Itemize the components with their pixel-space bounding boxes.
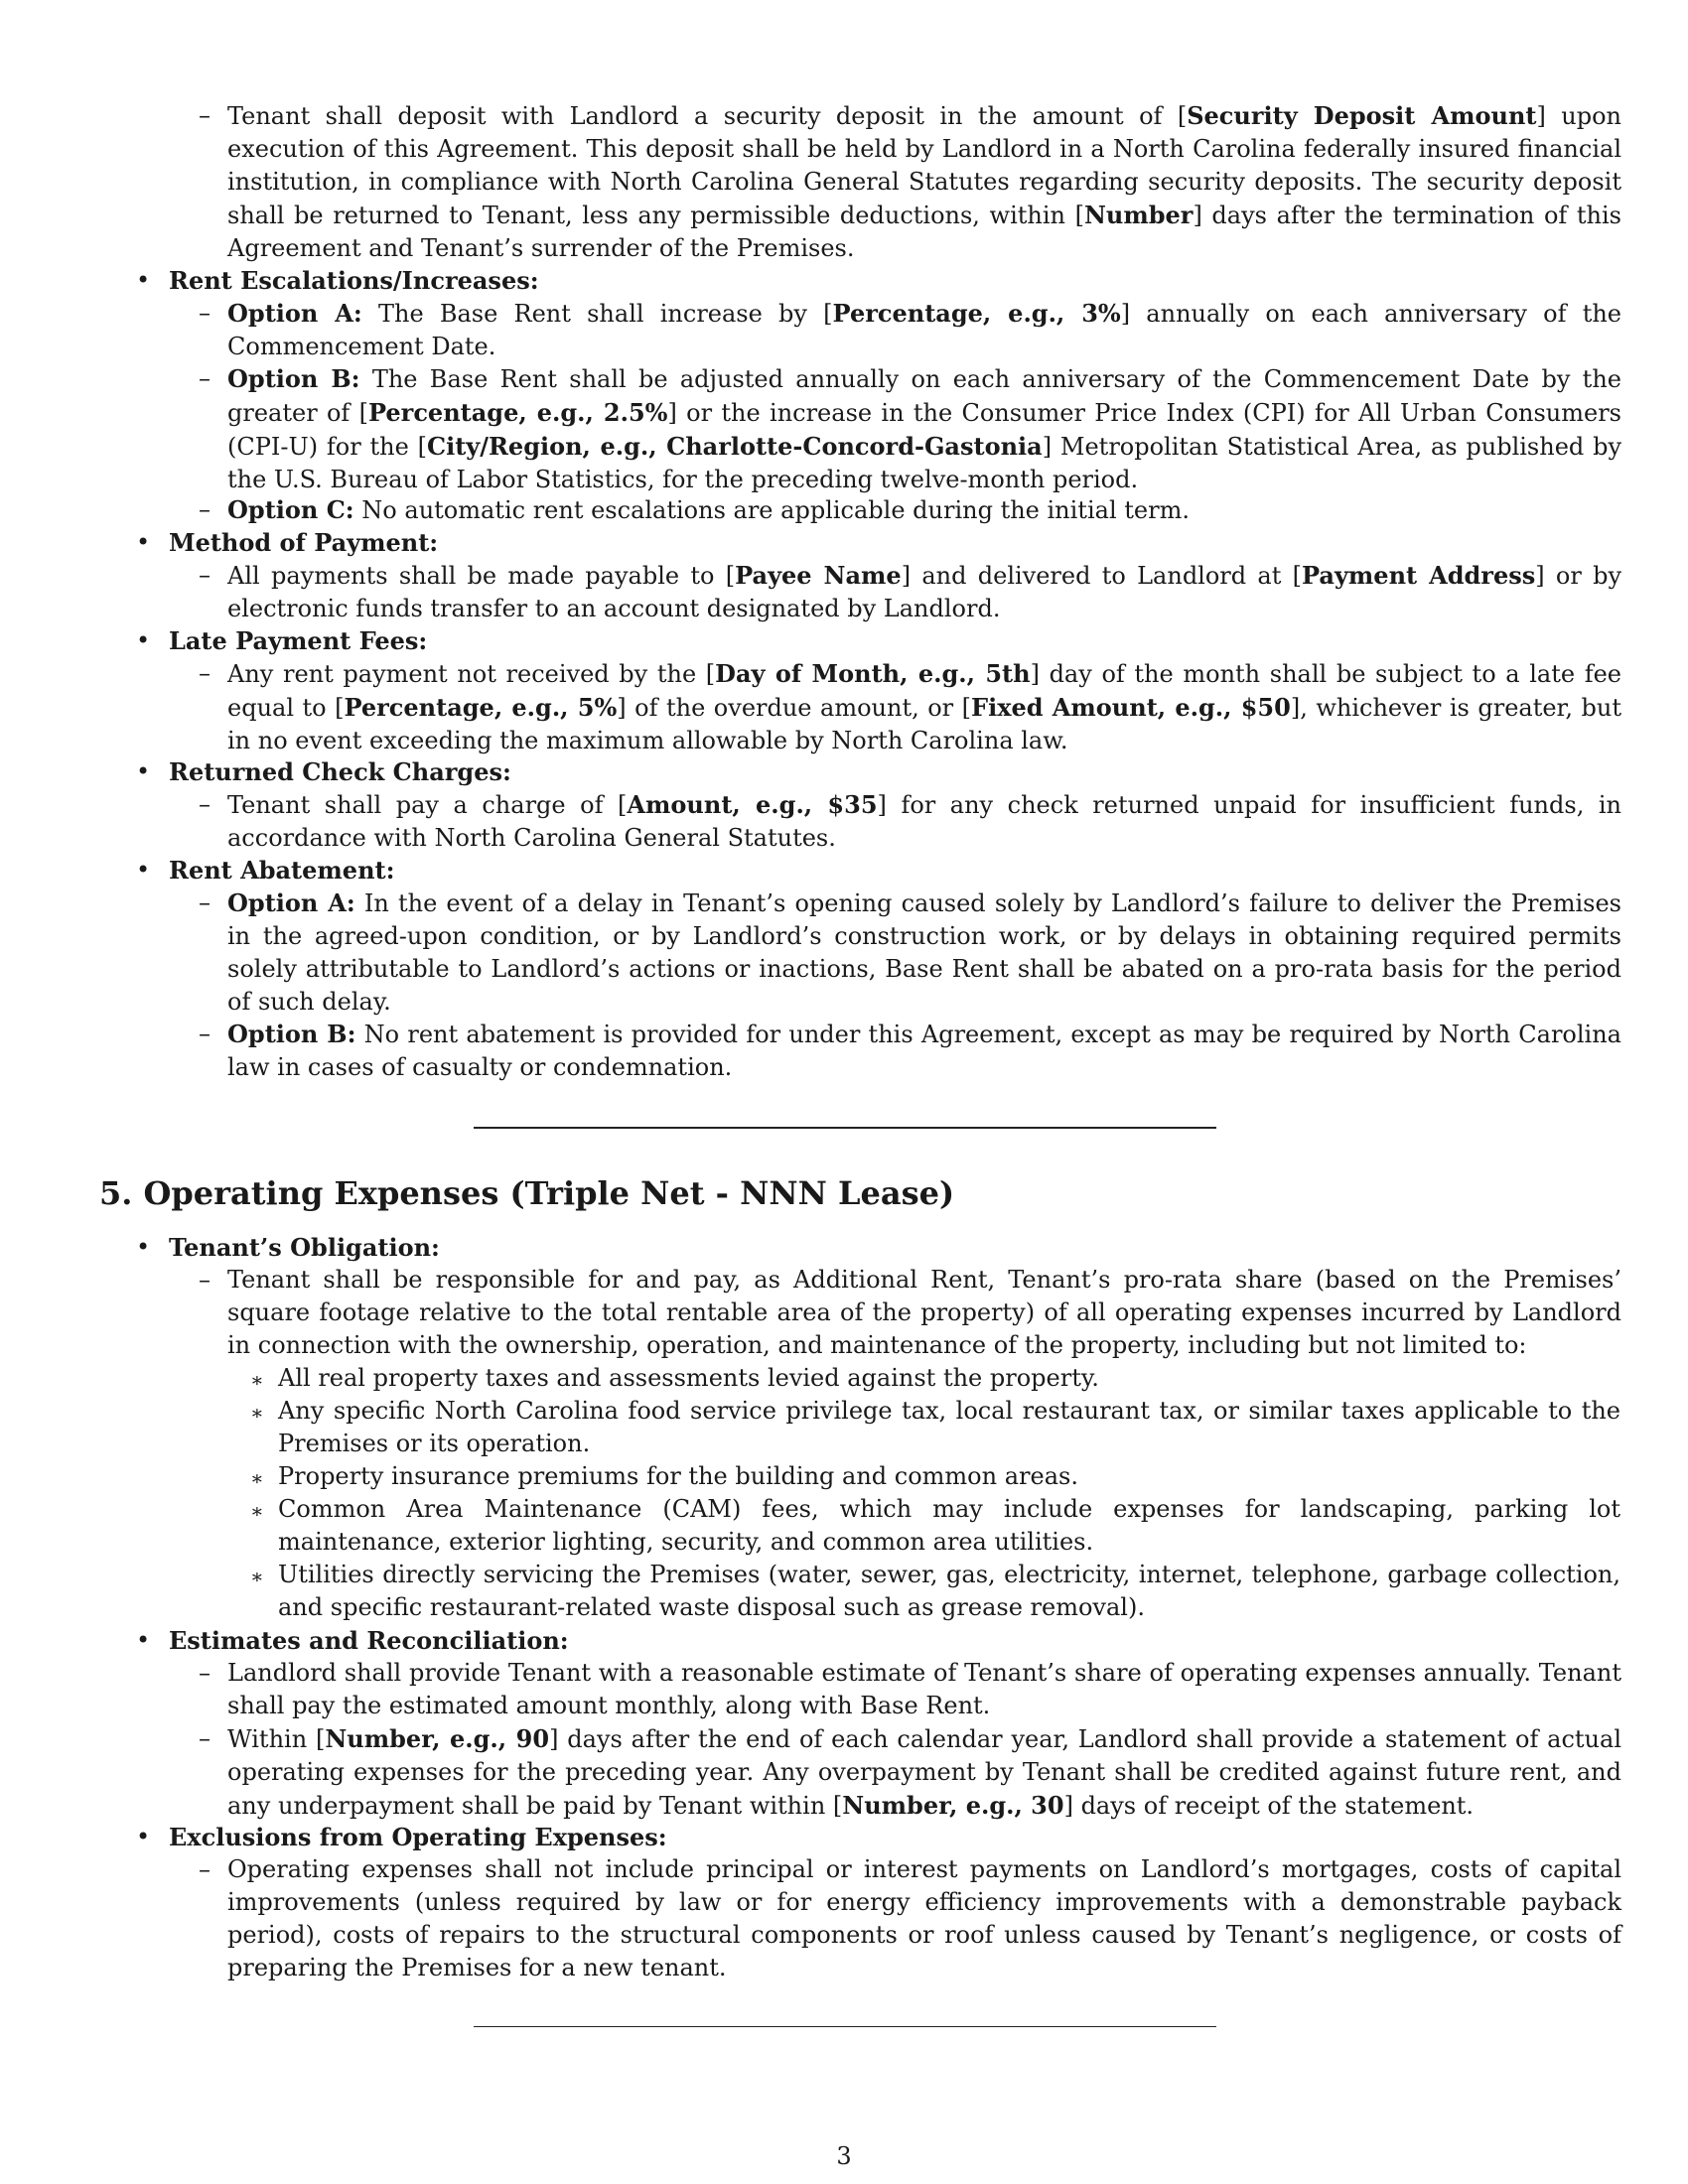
- returned-check-heading: • Returned Check Charges:: [136, 757, 511, 786]
- abatement-option-b: – Option B: No rent abatement is provided for under this Agreement, except as may be required by North Carolina law in cases of casualty or condemnation.: [199, 1020, 1621, 1081]
- exclusions-clause: – Operating expenses shall not include principal or interest payments on Landlord’s mortgages, costs of capital improvements (unless required by law or for energy efficiency improvements with a demonstrable payback period), costs of repairs to the structural components or roof unless caused by Tenant’s negligence, or costs of preparing the Premises for a new tenant.: [199, 1855, 1621, 1981]
- estimates-clause-2: – Within [Number, e.g., 90] days after the end of each calendar year, Landlord shall provide a statement of actual operating expenses for the preceding year. Any overpayment by Tenant shall be credited against future rent, and any underpayment shall be paid by Tenant within [Number, e.g., 30] days of receipt of the statement.: [199, 1724, 1621, 1820]
- dash-marker: –: [199, 1724, 211, 1752]
- returned-check-clause: – Tenant shall pay a charge of [Amount, e.g., $35] for any check returned unpaid for insufficient funds, in accordance with North Carolina General Statutes.: [199, 790, 1622, 852]
- tenant-obligation-clause: – Tenant shall be responsible for and pay, as Additional Rent, Tenant’s pro-rata share (based on the Premises’ square footage relative to the total rentable area of the property) of all operating expenses incurred by Landlord in connection with the ownership, operation, and maintenance of the property, including but not limited to:: [199, 1266, 1621, 1359]
- obligation-item: ∗ Common Area Maintenance (CAM) fees, which may include expenses for landscaping, parking lot maintenance, exterior lighting, security, and common area utilities.: [250, 1495, 1620, 1556]
- dash-marker: –: [199, 1659, 211, 1687]
- late-payment-heading: • Late Payment Fees:: [136, 626, 428, 655]
- bullet-marker: •: [136, 856, 151, 884]
- exclusions-heading: • Exclusions from Operating Expenses:: [136, 1823, 667, 1851]
- bullet-marker: •: [136, 1823, 151, 1850]
- method-of-payment-clause: – All payments shall be made payable to [Payee Name] and delivered to Landlord at [Payment Address] or by electronic funds transfer to an account designated by Landlord.: [199, 561, 1622, 622]
- abatement-option-a: – Option A: In the event of a delay in Tenant’s opening caused solely by Landlord’s failure to deliver the Premises in the agreed-upon condition, or by Landlord’s construction work, or by delays in obtaining required permits solely attributable to Landlord’s actions or inactions, Base Rent shall be abated on a pro-rata basis for the period of such delay.: [199, 888, 1622, 1016]
- bullet-marker: •: [136, 757, 151, 785]
- dash-marker: –: [199, 659, 211, 687]
- dash-marker: –: [199, 1855, 211, 1883]
- asterisk-marker: ∗: [250, 1368, 264, 1392]
- rent-escalations-heading: • Rent Escalations/Increases:: [136, 266, 539, 295]
- bullet-marker: •: [136, 626, 151, 654]
- dash-marker: –: [199, 364, 211, 392]
- tenant-obligation-heading: • Tenant’s Obligation:: [136, 1233, 440, 1262]
- escalation-option-c: – Option C: No automatic rent escalations are applicable during the initial term.: [199, 495, 1190, 524]
- asterisk-marker: ∗: [250, 1499, 264, 1523]
- escalation-option-b: – Option B: The Base Rent shall be adjusted annually on each anniversary of the Commencement Date by the greater of [Percentage, e.g., 2.5%] or the increase in the Consumer Price Index (CPI) for All Urban Consumers (CPI-U) for the [City/Region, e.g., Charlotte-Concord-Gastonia] Metropolitan Statistical Area, as published by the U.S. Bureau of Labor Statistics, for the preceding twelve-month period.: [199, 364, 1622, 493]
- page-number: 3: [836, 2142, 852, 2170]
- bullet-marker: •: [136, 1626, 151, 1654]
- asterisk-marker: ∗: [250, 1401, 264, 1425]
- late-payment-clause: – Any rent payment not received by the [Day of Month, e.g., 5th] day of the month shall be subject to a late fee equal to [Percentage, e.g., 5%] of the overdue amount, or [Fixed Amount, e.g., $50], whichever is greater, but in no event exceeding the maximum allowable by North Carolina law.: [199, 659, 1622, 754]
- bullet-marker: •: [136, 266, 151, 294]
- obligation-item: ∗ Any specific North Carolina food service privilege tax, local restaurant tax, or similar taxes applicable to the Premises or its operation.: [250, 1397, 1620, 1457]
- bullet-marker: •: [136, 1233, 151, 1261]
- dash-marker: –: [199, 888, 211, 916]
- method-of-payment-heading: • Method of Payment:: [136, 528, 439, 557]
- dash-marker: –: [199, 1020, 211, 1047]
- asterisk-marker: ∗: [250, 1466, 264, 1490]
- rent-abatement-heading: • Rent Abatement:: [136, 856, 395, 885]
- security-deposit-clause: – Tenant shall deposit with Landlord a security deposit in the amount of [Security Deposit Amount] upon execution of this Agreement. This deposit shall be held by Landlord in a North Carolina federally insured financial institution, in compliance with North Carolina General Statutes regarding security deposits. The security deposit shall be returned to Tenant, less any permissible deductions, within [Number] days after the termination of this Agreement and Tenant’s surrender of the Premises.: [199, 101, 1622, 262]
- dash-marker: –: [199, 495, 211, 523]
- escalation-option-a: – Option A: The Base Rent shall increase by [Percentage, e.g., 3%] annually on each anniversary of the Commencement Date.: [199, 299, 1621, 360]
- bullet-marker: •: [136, 528, 151, 556]
- asterisk-marker: ∗: [250, 1565, 264, 1588]
- dash-marker: –: [199, 101, 211, 129]
- section-divider: [474, 1127, 1216, 1129]
- dash-marker: –: [199, 1266, 211, 1294]
- estimates-clause-1: – Landlord shall provide Tenant with a reasonable estimate of Tenant’s share of operating expenses annually. Tenant shall pay the estimated amount monthly, along with Base Rent.: [199, 1659, 1621, 1719]
- dash-marker: –: [199, 790, 211, 818]
- dash-marker: –: [199, 561, 211, 589]
- section-5-heading: 5. Operating Expenses (Triple Net - NNN Lease): [99, 1174, 955, 1212]
- estimates-heading: • Estimates and Reconciliation:: [136, 1626, 569, 1655]
- dash-marker: –: [199, 299, 211, 327]
- obligation-item: ∗ Property insurance premiums for the building and common areas.: [250, 1460, 1620, 1493]
- obligation-item: ∗ Utilities directly servicing the Premises (water, sewer, gas, electricity, internet, telephone, garbage collection, and specific restaurant-related waste disposal such as grease removal).: [250, 1561, 1620, 1621]
- obligation-item: ∗ All real property taxes and assessments levied against the property.: [250, 1362, 1620, 1395]
- section-divider: [474, 2026, 1216, 2027]
